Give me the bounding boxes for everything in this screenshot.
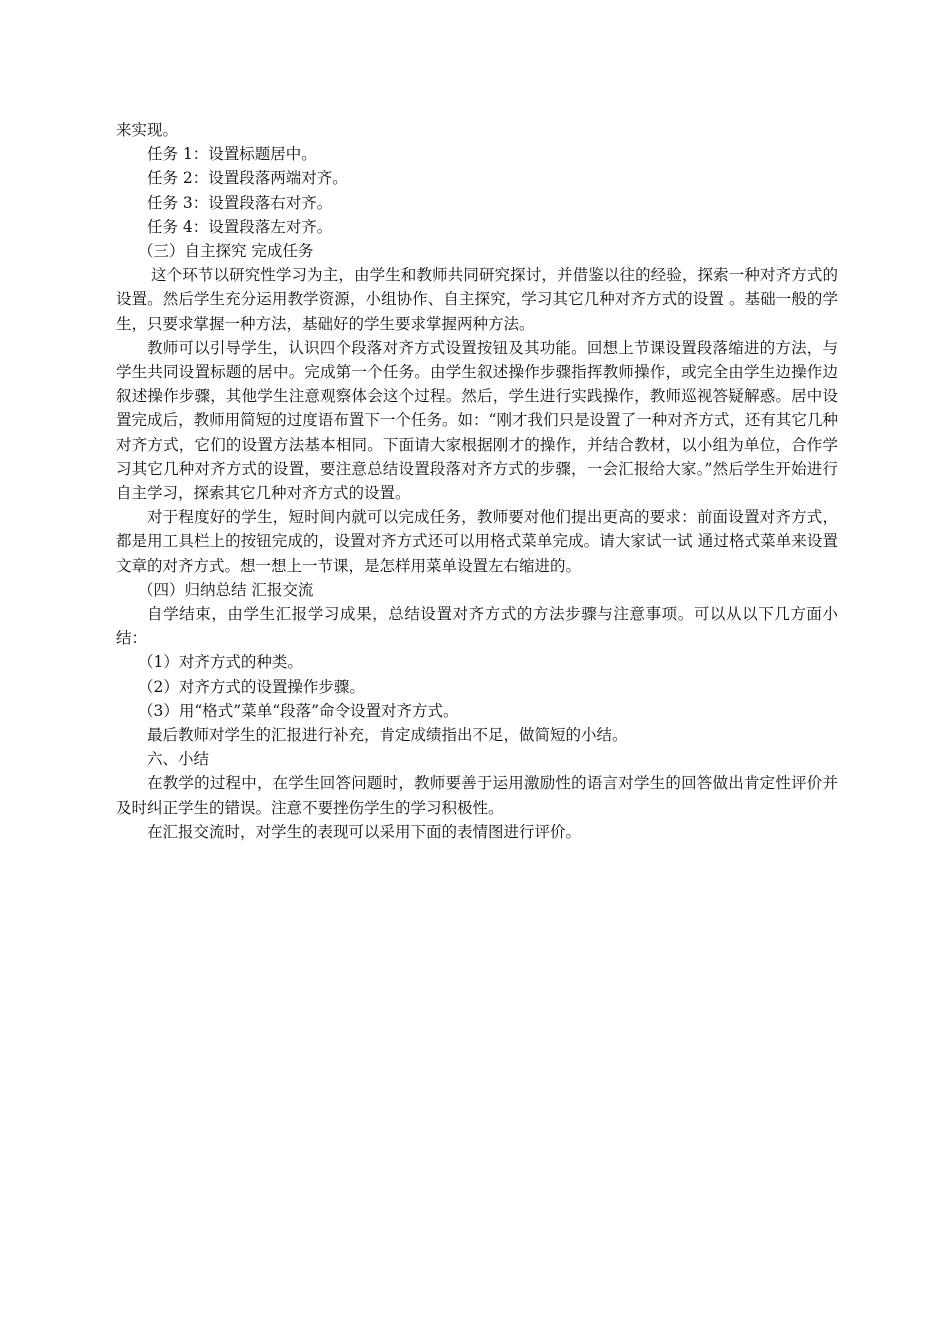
paragraph: 对于程度好的学生，短时间内就可以完成任务，教师要对他们提出更高的要求：前面设置对齐方式，都是用工具栏上的按钮完成的，设置对齐方式还可以用格式菜单完成。请大家试一试 通过格式菜单来设置文章的对齐方式。想一想上一节课，是怎样用菜单设置左右缩进的。 — [116, 508, 838, 575]
task-item: 任务 1：设置标题居中。 — [147, 145, 317, 164]
paragraph: 来实现。 — [116, 121, 179, 139]
paragraph: 教师可以引导学生，认识四个段落对齐方式设置按钮及其功能。回想上节课设置段落缩进的方法，与学生共同设置标题的居中。完成第一个任务。由学生叙述操作步骤指挥教师操作，或完全由学生边操作边叙述操作步骤，其他学生注意观察体会这个过程。然后，学生进行实践操作，教师巡视答疑解惑。居中设置完成后，教师用简短的过度语布置下一个任务。如：“刚才我们只是设置了一种对齐方式，还有其它几种对齐方式，它们的设置方法基本相同。下面请大家根据刚才的操作，并结合教材，以小组为单位，合作学习其它几种对齐方式的设置，要注意总结设置段落对齐方式的步骤，一会汇报给大家。”然后学生开始进行自主学习，探索其它几种对齐方式的设置。 — [116, 338, 838, 503]
list-item: （1）对齐方式的种类。 — [138, 653, 303, 672]
list-item: （2）对齐方式的设置操作步骤。 — [138, 677, 365, 696]
section-heading: （四）归纳总结 汇报交流 — [138, 580, 314, 599]
paragraph: 在教学的过程中，在学生回答问题时，教师要善于运用激励性的语言对学生的回答做出肯定性评价并及时纠正学生的错误。注意不要挫伤学生的学习积极性。 — [116, 774, 838, 817]
task-item: 任务 4：设置段落左对齐。 — [147, 217, 333, 236]
paragraph: 在汇报交流时，对学生的表现可以采用下面的表情图进行评价。 — [147, 822, 582, 841]
section-heading: （三）自主探究 完成任务 — [138, 242, 314, 261]
paragraph: 最后教师对学生的汇报进行补充，肯定成绩指出不足，做简短的小结。 — [147, 726, 628, 745]
section-heading: 六、小结 — [147, 750, 210, 769]
list-item: （3）用“格式”菜单“段落”命令设置对齐方式。 — [138, 701, 459, 720]
task-item: 任务 2：设置段落两端对齐。 — [147, 169, 348, 188]
paragraph: 这个环节以研究性学习为主，由学生和教师共同研究探讨，并借鉴以往的经验，探索一种对齐方式的设置。然后学生充分运用教学资源，小组协作、自主探究，学习其它几种对齐方式的设置 。基础一般的学生，只要求掌握一种方法，基础好的学生要求掌握两种方法。 — [116, 266, 838, 333]
document-body — [116, 118, 838, 844]
paragraph: 自学结束，由学生汇报学习成果，总结设置对齐方式的方法步骤与注意事项。可以从以下几方面小结： — [116, 605, 838, 648]
task-item: 任务 3：设置段落右对齐。 — [147, 193, 333, 212]
